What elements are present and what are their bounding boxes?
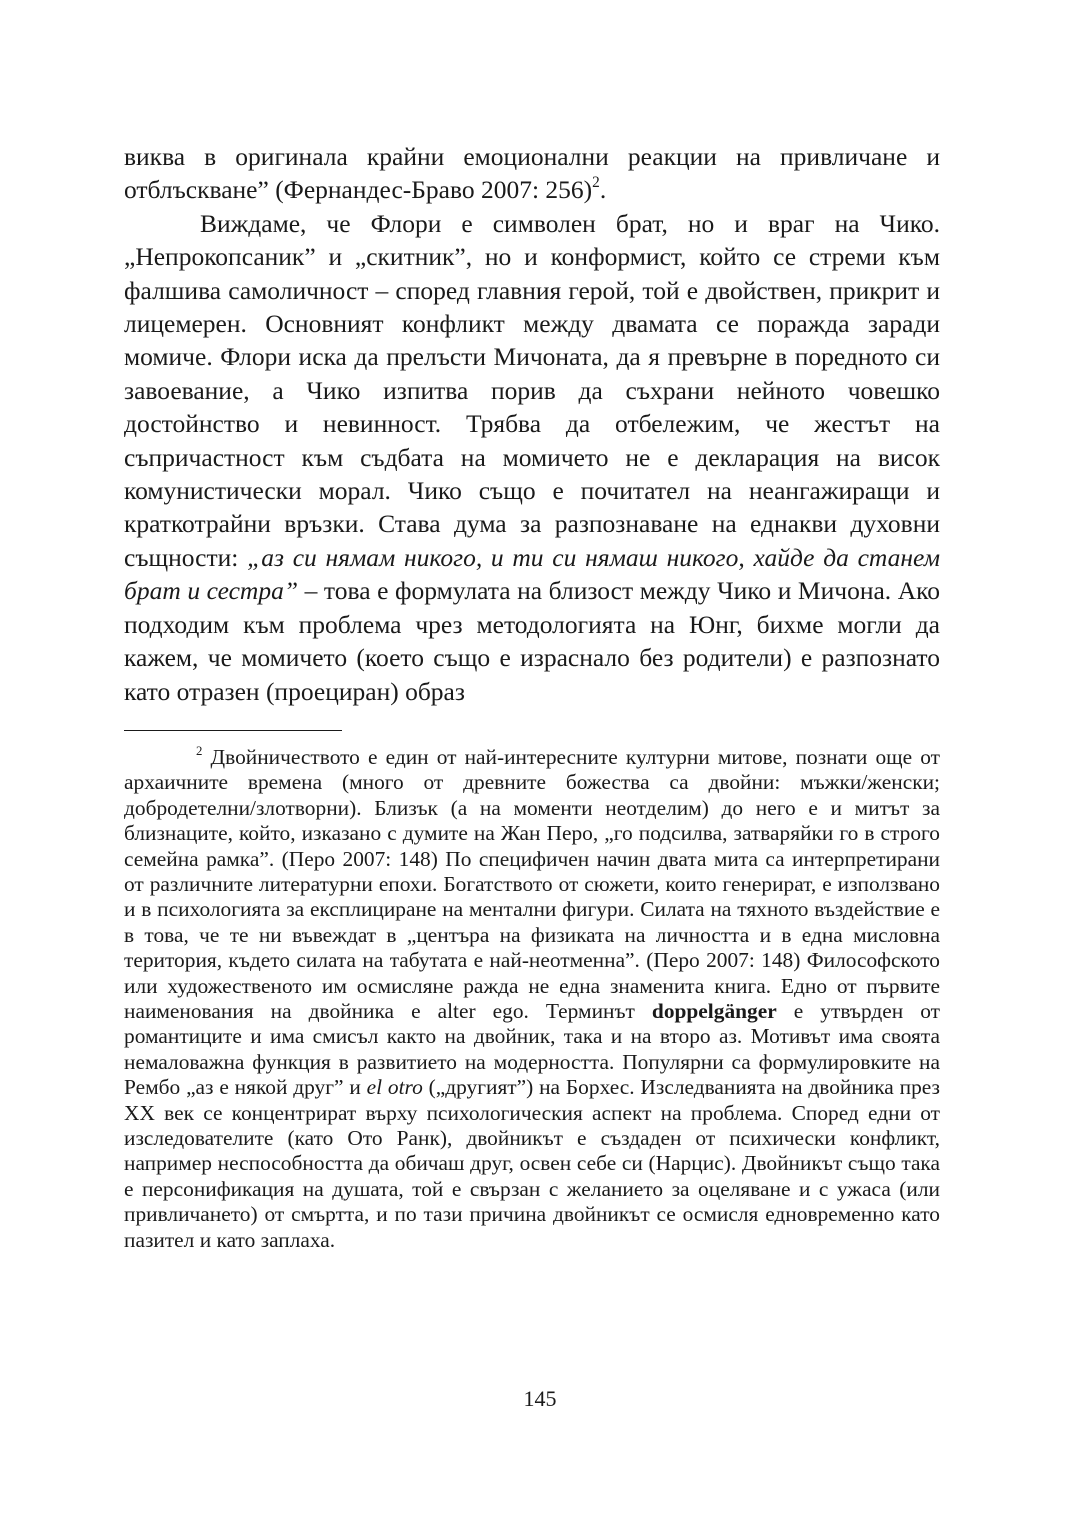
footnote-reference[interactable]: 2 — [592, 174, 600, 192]
footnote-separator — [124, 730, 342, 731]
page-content — [124, 140, 940, 1253]
footnote-italic-term: el otro — [366, 1075, 423, 1100]
footnote-number: 2 — [196, 743, 203, 758]
page-number: 145 — [523, 1386, 557, 1411]
paragraph-2-text-a: Виждаме, че Флори е символен брат, но и враг на Чико. „Непрокопсаник” и „скитник”, но и конформист, който се стреми към фалшива самоличност – според главния герой, той е двойствен, прикрит и лицемерен. Основният конфликт между двамата се поражда заради момиче. Флори иска да прелъсти Мичоната, да я превърне в поредното си завоевание, а Чико изпитва порив да съхрани нейното човешко достойнство и невинност. Трябва да отбележим, че жестът на съпричастност към съдбата на момичето не е декларация на висок комунистически морал. Чико също е почитател на неангажиращи и краткотрайни връзки. Става дума за разпознаване на еднакви духовни същности: — [124, 208, 940, 572]
footnote-text-c: („другият”) на Борхес. Изследванията на двойника през XX век се концентрират върху психологическия аспект на проблема. Според едни от изследователите (като Ото Ранк), двойникът е създаден от психически конфликт, например неспособността да обичаш друг, освен себе си (Нарцис). Двойникът също така е персонификация на душата, той е свързан с желанието за оцеляване и с ужаса (или привличането) от смъртта, и по тази причина двойникът се осмисля едновременно като пазител и като заплаха. — [124, 1075, 940, 1252]
main-text — [124, 140, 940, 708]
paragraph-1-text: виква в оригинала крайни емоционални реакции на привличане и отблъскване” (Фернандес-Браво 2007: 256) — [124, 142, 940, 205]
paragraph-1-end: . — [599, 175, 607, 205]
paragraph-2 — [124, 207, 940, 708]
footnote-bold-term: doppelgänger — [651, 998, 777, 1023]
footnote — [124, 745, 940, 1253]
paragraph-2-text-b: – това е формулата на близост между Чико и Мичона. Ако подходим към проблема чрез методологията на Юнг, бихме могли да кажем, че момичето (което също е израснало без родители) е разпознато като отразен (проециран) образ — [124, 576, 941, 706]
paragraph-1 — [124, 140, 940, 207]
paragraph-2-quote: „аз си нямам никого, и ти си нямаш никого, хайде да станем брат и сестра” — [124, 542, 940, 606]
footnote-text-a: Двойничеството е един от най-интересните културни митове, познати още от архаичните времена (много от древните божества са двойни: мъжки/женски; добродетелни/злотворни). Близък (а на моменти неотделим) до него е и митът за близнаците, който, изказано с думите на Жан Перо, „го подсилва, затваряйки го в строго семейна рамка”. (Перо 2007: 148) По специфичен начин двата мита са интерпретирани от различните литературни епохи. Богатството от сюжети, които генерират, е използвано и в психологията за експлициране на ментални фигури. Силата на тяхното въздействие е в това, че те ни въвеждат в „центъра на физиката на личността и в една мисловна територия, където силата на табутата е най-неотменна”. (Перо 2007: 148) Философското или художественото им осмисляне ражда не една знаменита книга. Едно от първите наименования на двойника е alter ego. Терминът — [124, 744, 940, 1023]
footnote-text-b: е утвърден от романтиците и има смисъл както на двойник, така и на второ аз. Мотивът има своята немаловажна функция в развитието на модерността. Популярни са формулировките на Рембо „аз е някой друг” и — [124, 998, 940, 1100]
